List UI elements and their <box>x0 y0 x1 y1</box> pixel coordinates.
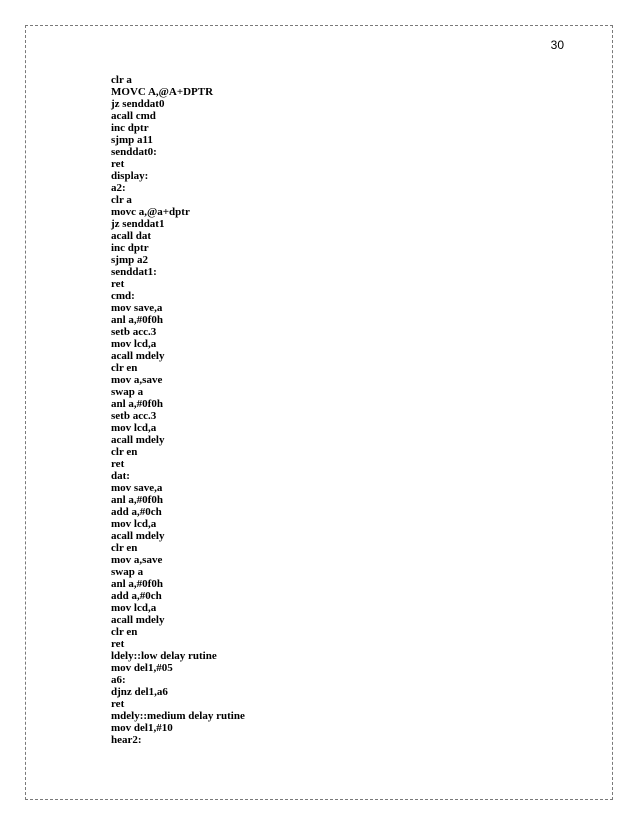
code-line: anl a,#0f0h <box>111 578 163 590</box>
code-line: sjmp a11 <box>111 134 153 146</box>
code-line: clr en <box>111 362 138 374</box>
code-line: clr en <box>111 626 138 638</box>
code-line: swap a <box>111 386 144 398</box>
page-number: 30 <box>550 38 564 52</box>
code-line: hear2: <box>111 734 142 746</box>
code-line: acall mdely <box>111 350 165 362</box>
code-line: mov del1,#05 <box>111 662 173 674</box>
code-line: acall mdely <box>111 434 165 446</box>
code-line: dat: <box>111 470 130 482</box>
code-line: display: <box>111 170 149 182</box>
code-line: add a,#0ch <box>111 590 162 602</box>
code-line: ret <box>111 698 125 710</box>
code-line: mov lcd,a <box>111 602 157 614</box>
code-line: swap a <box>111 566 144 578</box>
code-line: acall cmd <box>111 110 156 122</box>
code-line: ret <box>111 158 125 170</box>
code-line: acall mdely <box>111 530 165 542</box>
code-line: anl a,#0f0h <box>111 398 163 410</box>
code-line: clr en <box>111 542 138 554</box>
code-line: cmd: <box>111 290 135 302</box>
code-line: setb acc.3 <box>111 326 157 338</box>
code-line: ret <box>111 638 125 650</box>
code-line: jz senddat0 <box>111 98 165 110</box>
code-line: mov del1,#10 <box>111 722 173 734</box>
code-line: mov lcd,a <box>111 338 157 350</box>
code-line: acall dat <box>111 230 152 242</box>
code-line: movc a,@a+dptr <box>111 206 190 218</box>
code-line: mdely::medium delay rutine <box>111 710 245 722</box>
code-line: mov save,a <box>111 302 163 314</box>
code-line: a6: <box>111 674 126 686</box>
code-line: ret <box>111 458 125 470</box>
code-line: mov lcd,a <box>111 422 157 434</box>
code-line: inc dptr <box>111 122 149 134</box>
code-line: anl a,#0f0h <box>111 314 163 326</box>
code-line: add a,#0ch <box>111 506 162 518</box>
code-listing <box>111 74 245 746</box>
code-line: senddat1: <box>111 266 157 278</box>
code-line: setb acc.3 <box>111 410 157 422</box>
code-line: mov a,save <box>111 374 163 386</box>
code-line: clr a <box>111 74 132 86</box>
code-line: ret <box>111 278 125 290</box>
code-line: jz senddat1 <box>111 218 165 230</box>
code-line: ldely::low delay rutine <box>111 650 217 662</box>
code-line: inc dptr <box>111 242 149 254</box>
code-line: clr a <box>111 194 132 206</box>
code-line: clr en <box>111 446 138 458</box>
code-line: MOVC A,@A+DPTR <box>111 86 214 98</box>
code-line: djnz del1,a6 <box>111 686 168 698</box>
code-line: mov save,a <box>111 482 163 494</box>
code-line: a2: <box>111 182 126 194</box>
code-line: sjmp a2 <box>111 254 148 266</box>
code-line: senddat0: <box>111 146 157 158</box>
code-line: anl a,#0f0h <box>111 494 163 506</box>
code-line: mov lcd,a <box>111 518 157 530</box>
code-line: acall mdely <box>111 614 165 626</box>
code-line: mov a,save <box>111 554 163 566</box>
